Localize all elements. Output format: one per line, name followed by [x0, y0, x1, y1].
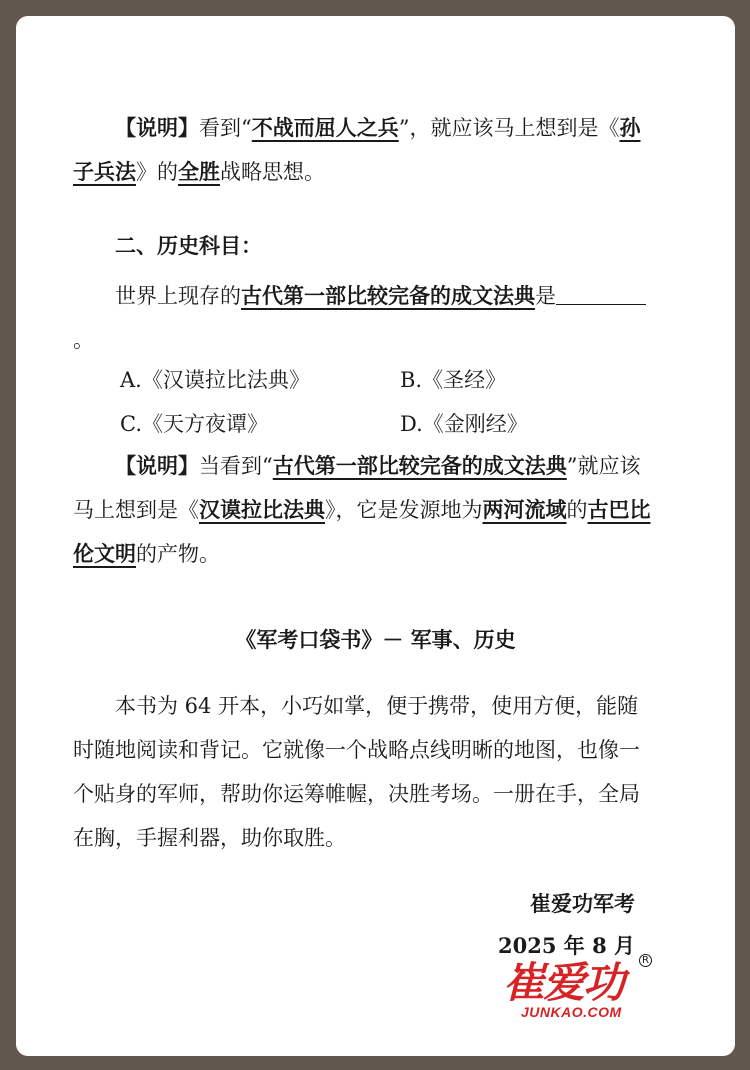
book-title: 《军考口袋书》－ 军事、历史 — [235, 627, 516, 652]
note-paragraph-1 — [73, 106, 653, 194]
keyword: 古代第一部比较完备的成文法典 — [241, 283, 535, 308]
note-text: 的 — [566, 498, 588, 522]
note-text: 当看到“ — [199, 454, 273, 478]
keyword: 汉谟拉比法典 — [199, 497, 325, 522]
question-stem — [73, 274, 653, 362]
junkao-logo — [503, 955, 653, 1028]
keyword: 孙子兵法 — [73, 115, 641, 184]
note-text: 》，它是发源地为 — [325, 498, 483, 522]
question-text: 。 — [73, 328, 94, 352]
note-text: 战略思想。 — [220, 160, 325, 184]
logo-chinese-text: 崔爱功 — [503, 958, 624, 1007]
logo-domain-text: JUNKAO.COM — [521, 1004, 622, 1020]
option-d: D.《金刚经》 — [400, 412, 528, 436]
note-text: 》的 — [136, 160, 178, 184]
note-text: ”，就应该马上想到是《 — [398, 116, 620, 140]
section-heading: 二、历史科目： — [115, 233, 262, 258]
note-paragraph-2 — [73, 444, 653, 576]
signature: 崔爱功军考 — [530, 891, 635, 916]
answer-blank — [556, 280, 646, 305]
keyword: 不战而屈人之兵 — [251, 115, 399, 140]
keyword: 古代第一部比较完备的成文法典 — [272, 453, 567, 478]
registered-mark-icon: R — [639, 954, 652, 967]
note-text: 看到“ — [199, 116, 252, 140]
book-description: 本书为 64 开本，小巧如掌，便于携带，使用方便，能随时随地阅读和背记。它就像一个战略点线明晰的地图，也像一个贴身的军师，帮助你运筹帷幄，决胜考场。一册在手，全局在胸，手握利器，助你取胜。 — [73, 694, 640, 850]
question-text: 是 — [535, 284, 556, 308]
note-tag: 【说明】 — [115, 115, 199, 140]
keyword: 古巴比伦文明 — [73, 497, 651, 566]
date: 2025 年 8 月 — [498, 933, 635, 958]
note-text: ”就应该马上想到是《 — [73, 454, 641, 522]
document-page — [16, 16, 735, 1056]
options-row-2 — [120, 402, 640, 446]
note-text: 的产物。 — [136, 542, 220, 566]
option-b: B.《圣经》 — [400, 368, 507, 392]
option-c: C.《天方夜谭》 — [120, 412, 268, 436]
keyword: 全胜 — [178, 159, 220, 184]
options-row-1 — [120, 358, 640, 402]
note-tag: 【说明】 — [115, 453, 199, 478]
keyword: 两河流域 — [482, 497, 567, 522]
option-a: A.《汉谟拉比法典》 — [120, 368, 310, 392]
question-text: 世界上现存的 — [115, 284, 241, 308]
